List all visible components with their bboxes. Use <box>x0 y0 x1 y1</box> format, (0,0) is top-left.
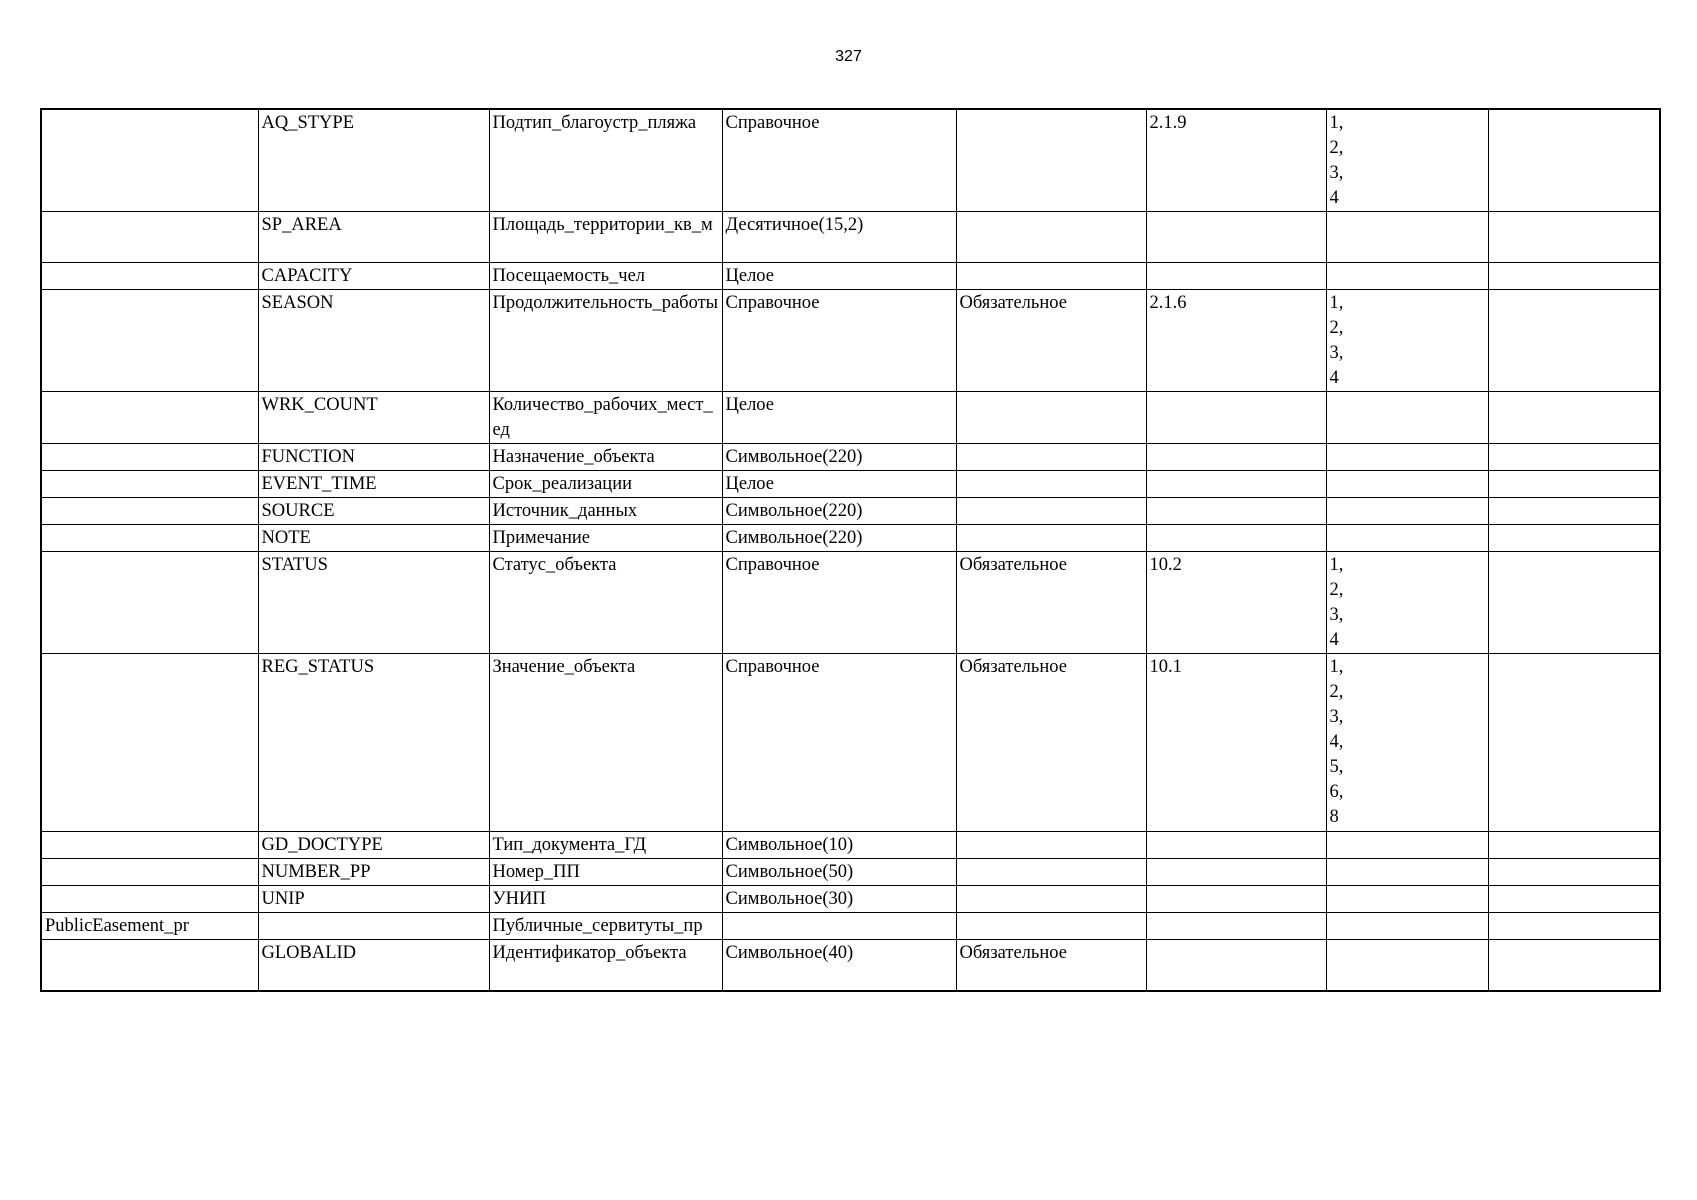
code-value: 3, <box>1329 163 1344 183</box>
cell-ref <box>1146 913 1326 940</box>
cell-field: EVENT_TIME <box>258 471 489 498</box>
cell-field: STATUS <box>258 552 489 654</box>
cell-layer <box>41 263 258 290</box>
cell-alias: Публичные_сервитуты_пр <box>489 913 722 940</box>
cell-type: Символьное(220) <box>722 525 956 552</box>
table-row <box>41 212 1660 263</box>
cell-field: CAPACITY <box>258 263 489 290</box>
table-row <box>41 471 1660 498</box>
cell-required <box>956 109 1146 212</box>
cell-layer <box>41 886 258 913</box>
cell-required <box>956 498 1146 525</box>
cell-alias: Назначение_объекта <box>489 444 722 471</box>
cell-ref <box>1146 498 1326 525</box>
cell-type: Целое <box>722 392 956 444</box>
cell-codes <box>1326 832 1488 859</box>
cell-codes <box>1326 290 1488 392</box>
table-row <box>41 886 1660 913</box>
cell-required <box>956 525 1146 552</box>
cell-type: Целое <box>722 263 956 290</box>
cell-ref <box>1146 940 1326 991</box>
cell-codes <box>1326 109 1488 212</box>
cell-alias: Площадь_территории_кв_м <box>489 212 722 263</box>
code-value: 1, <box>1329 113 1344 133</box>
cell-required <box>956 471 1146 498</box>
cell-required: Обязательное <box>956 290 1146 392</box>
table-row <box>41 498 1660 525</box>
cell-ref <box>1146 263 1326 290</box>
code-value: 6, <box>1329 782 1344 802</box>
cell-type: Справочное <box>722 654 956 832</box>
cell-field: WRK_COUNT <box>258 392 489 444</box>
cell-codes <box>1326 886 1488 913</box>
cell-required: Обязательное <box>956 552 1146 654</box>
cell-required <box>956 832 1146 859</box>
cell-required <box>956 392 1146 444</box>
cell-type: Символьное(40) <box>722 940 956 991</box>
cell-codes <box>1326 859 1488 886</box>
cell-note <box>1488 525 1660 552</box>
cell-ref <box>1146 525 1326 552</box>
table-row <box>41 913 1660 940</box>
cell-note <box>1488 552 1660 654</box>
cell-layer <box>41 654 258 832</box>
cell-ref: 2.1.6 <box>1146 290 1326 392</box>
cell-codes <box>1326 212 1488 263</box>
cell-ref: 10.1 <box>1146 654 1326 832</box>
cell-ref <box>1146 444 1326 471</box>
cell-type <box>722 913 956 940</box>
cell-type: Символьное(30) <box>722 886 956 913</box>
cell-note <box>1488 263 1660 290</box>
cell-codes <box>1326 940 1488 991</box>
cell-required: Обязательное <box>956 940 1146 991</box>
table-row <box>41 109 1660 212</box>
cell-ref <box>1146 886 1326 913</box>
cell-ref <box>1146 471 1326 498</box>
cell-type: Символьное(10) <box>722 832 956 859</box>
table-row <box>41 552 1660 654</box>
table-row <box>41 654 1660 832</box>
table-row <box>41 263 1660 290</box>
cell-field: NOTE <box>258 525 489 552</box>
page-number: 327 <box>835 48 862 65</box>
cell-alias: Идентификатор_объекта <box>489 940 722 991</box>
cell-layer <box>41 552 258 654</box>
cell-codes <box>1326 471 1488 498</box>
cell-layer <box>41 940 258 991</box>
table-body <box>41 109 1660 991</box>
cell-alias: Номер_ПП <box>489 859 722 886</box>
table-row <box>41 444 1660 471</box>
cell-codes <box>1326 444 1488 471</box>
cell-layer <box>41 109 258 212</box>
code-value: 3, <box>1329 605 1344 625</box>
cell-note <box>1488 654 1660 832</box>
cell-ref <box>1146 392 1326 444</box>
cell-layer <box>41 212 258 263</box>
cell-alias: Источник_данных <box>489 498 722 525</box>
cell-alias: Продолжительность_работы <box>489 290 722 392</box>
cell-note <box>1488 471 1660 498</box>
cell-alias: Статус_объекта <box>489 552 722 654</box>
table-row <box>41 859 1660 886</box>
cell-field: UNIP <box>258 886 489 913</box>
cell-type: Справочное <box>722 552 956 654</box>
cell-field <box>258 913 489 940</box>
code-value: 4, <box>1329 732 1344 752</box>
cell-field: SOURCE <box>258 498 489 525</box>
cell-type: Символьное(220) <box>722 498 956 525</box>
cell-layer <box>41 471 258 498</box>
code-value: 5, <box>1329 757 1344 777</box>
cell-layer <box>41 859 258 886</box>
cell-field: REG_STATUS <box>258 654 489 832</box>
cell-layer <box>41 525 258 552</box>
cell-alias: УНИП <box>489 886 722 913</box>
cell-note <box>1488 498 1660 525</box>
cell-note <box>1488 940 1660 991</box>
cell-field: SP_AREA <box>258 212 489 263</box>
cell-note <box>1488 886 1660 913</box>
cell-field: GLOBALID <box>258 940 489 991</box>
cell-field: AQ_STYPE <box>258 109 489 212</box>
cell-layer <box>41 498 258 525</box>
cell-codes <box>1326 654 1488 832</box>
cell-field: NUMBER_PP <box>258 859 489 886</box>
cell-layer <box>41 832 258 859</box>
cell-note <box>1488 444 1660 471</box>
code-value: 2, <box>1329 138 1344 158</box>
table-row <box>41 940 1660 991</box>
cell-alias: Посещаемость_чел <box>489 263 722 290</box>
cell-note <box>1488 859 1660 886</box>
cell-note <box>1488 212 1660 263</box>
code-value: 2, <box>1329 318 1344 338</box>
cell-ref <box>1146 212 1326 263</box>
cell-layer <box>41 392 258 444</box>
cell-layer: PublicEasement_pr <box>41 913 258 940</box>
cell-required <box>956 444 1146 471</box>
table-row <box>41 290 1660 392</box>
code-value: 4 <box>1329 368 1339 388</box>
cell-alias: Срок_реализации <box>489 471 722 498</box>
cell-type: Справочное <box>722 290 956 392</box>
code-value: 4 <box>1329 630 1339 650</box>
cell-type: Символьное(50) <box>722 859 956 886</box>
table-row <box>41 392 1660 444</box>
cell-note <box>1488 290 1660 392</box>
cell-layer <box>41 290 258 392</box>
cell-codes <box>1326 525 1488 552</box>
cell-ref <box>1146 832 1326 859</box>
cell-layer <box>41 444 258 471</box>
cell-ref: 2.1.9 <box>1146 109 1326 212</box>
code-value: 3, <box>1329 707 1344 727</box>
cell-alias: Тип_документа_ГД <box>489 832 722 859</box>
cell-ref: 10.2 <box>1146 552 1326 654</box>
cell-codes <box>1326 392 1488 444</box>
cell-alias: Подтип_благоустр_пляжа <box>489 109 722 212</box>
cell-alias: Значение_объекта <box>489 654 722 832</box>
cell-type: Десятичное(15,2) <box>722 212 956 263</box>
cell-required <box>956 859 1146 886</box>
code-value: 1, <box>1329 657 1344 677</box>
cell-codes <box>1326 552 1488 654</box>
code-value: 2, <box>1329 682 1344 702</box>
cell-required <box>956 913 1146 940</box>
cell-alias: Количество_рабочих_мест_ед <box>489 392 722 444</box>
cell-note <box>1488 832 1660 859</box>
code-value: 8 <box>1329 807 1339 827</box>
cell-type: Целое <box>722 471 956 498</box>
cell-type: Символьное(220) <box>722 444 956 471</box>
attribute-table <box>40 108 1661 992</box>
cell-note <box>1488 392 1660 444</box>
code-value: 3, <box>1329 343 1344 363</box>
cell-field: SEASON <box>258 290 489 392</box>
code-value: 1, <box>1329 555 1344 575</box>
cell-required <box>956 263 1146 290</box>
cell-required: Обязательное <box>956 654 1146 832</box>
cell-field: GD_DOCTYPE <box>258 832 489 859</box>
cell-ref <box>1146 859 1326 886</box>
cell-type: Справочное <box>722 109 956 212</box>
code-value: 4 <box>1329 188 1339 208</box>
table-row <box>41 832 1660 859</box>
cell-required <box>956 886 1146 913</box>
cell-codes <box>1326 498 1488 525</box>
code-value: 2, <box>1329 580 1344 600</box>
cell-codes <box>1326 913 1488 940</box>
cell-required <box>956 212 1146 263</box>
cell-note <box>1488 913 1660 940</box>
cell-note <box>1488 109 1660 212</box>
cell-alias: Примечание <box>489 525 722 552</box>
table-row <box>41 525 1660 552</box>
cell-field: FUNCTION <box>258 444 489 471</box>
cell-codes <box>1326 263 1488 290</box>
code-value: 1, <box>1329 293 1344 313</box>
